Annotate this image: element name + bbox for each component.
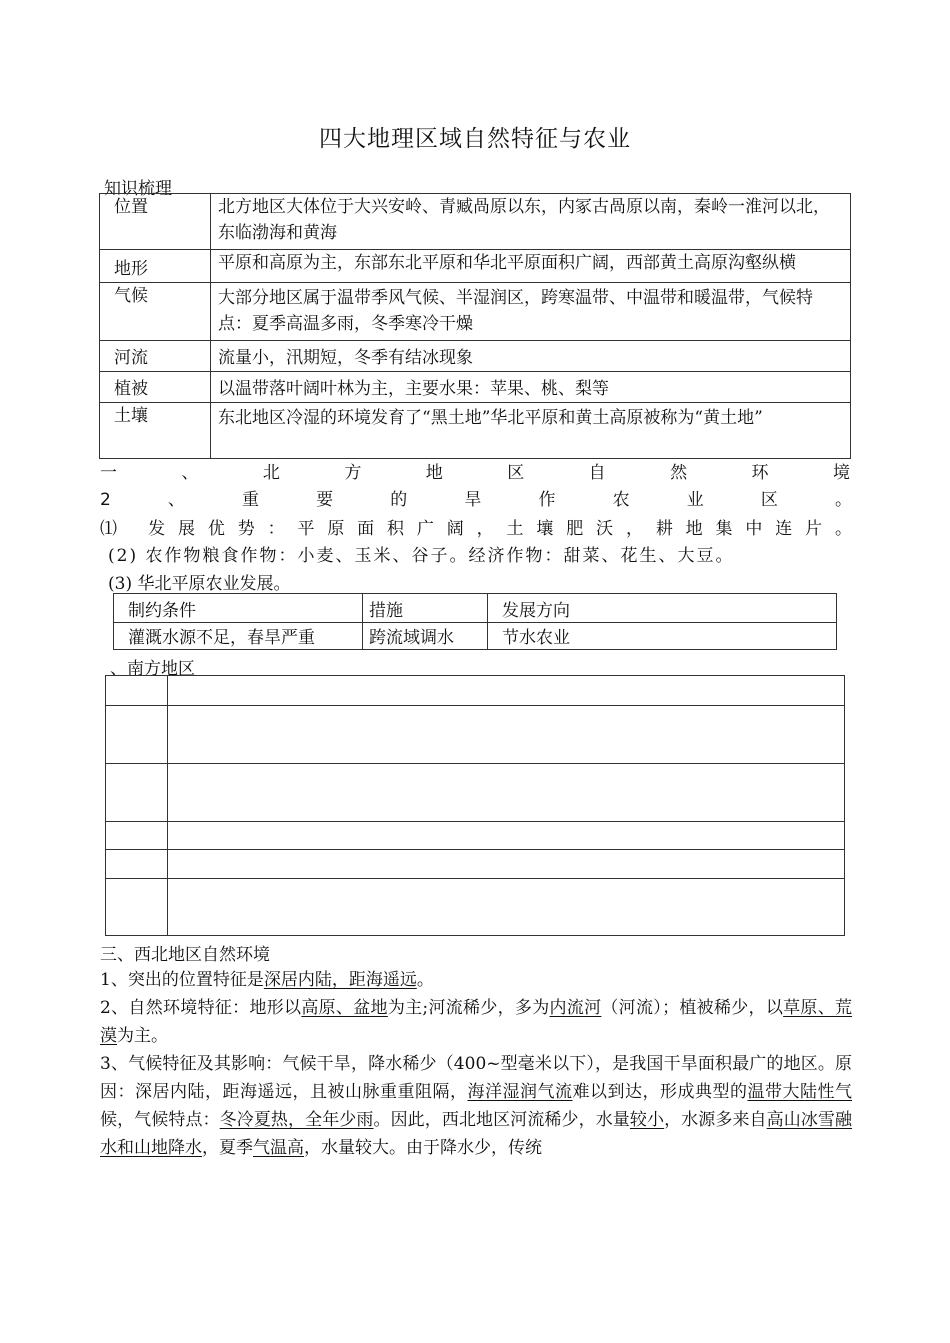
point-three: (3) 华北平原农业发展。 xyxy=(108,574,291,594)
table-row xyxy=(106,850,845,879)
header-cell: 制约条件 xyxy=(114,594,363,623)
row-value: 北方地区大体位于大兴安岭、青臧咼原以东，内冢古咼原以南，秦岭一淮河以北，东临渤海和黄海 xyxy=(211,194,851,250)
table-cell xyxy=(106,764,168,822)
table-cell xyxy=(106,706,168,764)
table-cell xyxy=(106,879,168,936)
point-two: (2) 农作物粮食作物：小麦、玉米、谷子。经济作物：甜菜、花生、大豆。 xyxy=(108,546,735,566)
table-row xyxy=(100,341,851,372)
row-value-text: 平原和高原为主，东部东北平原和华北平原面积广阔，西部黄土高原沟壑纵横 xyxy=(218,253,796,273)
header-cell: 发展方向 xyxy=(488,594,837,623)
row-key: 土壤 xyxy=(100,403,211,459)
table-cell xyxy=(168,764,845,822)
table-cell: 灌溉水源不足，春旱严重 xyxy=(114,623,363,650)
page-title: 四大地理区域自然特征与农业 xyxy=(319,126,631,152)
table-cell xyxy=(168,822,845,850)
table-row xyxy=(100,372,851,403)
northwest-paragraph-1 xyxy=(100,966,852,994)
text: 1、突出的位置特征是 xyxy=(100,970,264,990)
text: 难以到达，形成典型的 xyxy=(572,1082,748,1102)
table-cell xyxy=(106,676,168,706)
table-cell xyxy=(168,706,845,764)
row-value: 东北地区冷湿的环境发育了“黑土地”华北平原和黄土高原被称为“黄土地” xyxy=(211,403,851,459)
table-row xyxy=(100,250,851,283)
row-value xyxy=(211,250,851,283)
text: 2、自然环境特征：地形以 xyxy=(100,998,302,1018)
underlined-answer: 高原、盆地 xyxy=(301,998,388,1018)
text: ，夏季 xyxy=(202,1138,253,1158)
table-row xyxy=(100,403,851,459)
underlined-answer: 内流河 xyxy=(549,998,602,1018)
northwest-paragraph-2 xyxy=(100,994,852,1050)
text: ，水量较大。由于降水少，传统 xyxy=(304,1138,542,1158)
underlined-answer: 高山冰雪融水和山地降水 xyxy=(100,1110,853,1158)
row-value: 以温带落叶阔叶林为主，主要水果：苹果、桃、梨等 xyxy=(211,372,851,403)
table-row xyxy=(100,194,851,250)
heading-one: 一、北方地区自然环境 xyxy=(100,463,852,483)
heading-two: 2、重要的旱作农业区。 xyxy=(100,490,852,510)
text: 为主;河流稀少，多为 xyxy=(387,998,550,1018)
agri-table xyxy=(113,593,837,650)
text: 。因此，西北地区河流稀少，水量 xyxy=(373,1110,630,1130)
row-value: 大部分地区属于温带季风气候、半湿润区，跨寒温带、中温带和暖温带，气候特点：夏季高温多雨，冬季寒冷干燥 xyxy=(211,283,851,341)
text: 候，气候特点： xyxy=(100,1110,220,1130)
underlined-answer: 冬冷夏热，全年少雨 xyxy=(219,1110,374,1130)
table-cell xyxy=(106,850,168,879)
south-table xyxy=(105,675,845,936)
table-cell xyxy=(168,850,845,879)
table-row xyxy=(106,879,845,936)
underlined-answer: 较小 xyxy=(629,1110,665,1130)
underlined-answer: 温带大陆性气 xyxy=(747,1082,852,1102)
table-cell: 节水农业 xyxy=(488,623,837,650)
row-value: 流量小，汛期短，冬季有结冰现象 xyxy=(211,341,851,372)
table-row xyxy=(114,623,837,650)
underlined-answer: 草原、荒漠 xyxy=(100,998,853,1046)
row-key: 植被 xyxy=(100,372,211,403)
text: ，水源多来自 xyxy=(664,1110,767,1130)
underlined-answer: 海洋湿润气流 xyxy=(467,1082,573,1102)
text: （河流）；植被稀少，以 xyxy=(601,998,784,1018)
text: 为主。 xyxy=(117,1026,168,1046)
table-row xyxy=(106,822,845,850)
table-row xyxy=(106,764,845,822)
header-cell: 措施 xyxy=(363,594,488,623)
text: 。 xyxy=(416,970,434,990)
table-header-row xyxy=(114,594,837,623)
row-key: 地形 xyxy=(100,250,211,283)
point-one: ⑴ 发展优势：平原面积广阔，土壤肥沃，耕地集中连片。 xyxy=(100,519,852,539)
table-row xyxy=(100,283,851,341)
underlined-answer: 深居内陆，距海遥远 xyxy=(263,970,417,990)
table-cell xyxy=(168,879,845,936)
table-row xyxy=(106,706,845,764)
row-key: 气候 xyxy=(100,283,211,341)
north-table xyxy=(99,193,851,459)
northwest-heading: 三、西北地区自然环境 xyxy=(100,945,270,965)
table-cell xyxy=(168,676,845,706)
row-key: 位置 xyxy=(100,194,211,250)
south-label: 、南方地区 xyxy=(110,659,195,679)
row-key: 河流 xyxy=(100,341,211,372)
table-cell: 跨流域调水 xyxy=(363,623,488,650)
underlined-answer: 气温高 xyxy=(253,1138,304,1158)
section-label: 知识梳理 xyxy=(104,179,172,199)
text: 3、气候特征及其影响：气候干旱，降水稀少（400~型毫米以下），是我国干旱面积最广的地区。原因：深居内陆，距海遥远，且被山脉重重阻隔， xyxy=(100,1054,852,1102)
table-row xyxy=(106,676,845,706)
table-cell xyxy=(106,822,168,850)
northwest-paragraph-3 xyxy=(100,1050,852,1162)
